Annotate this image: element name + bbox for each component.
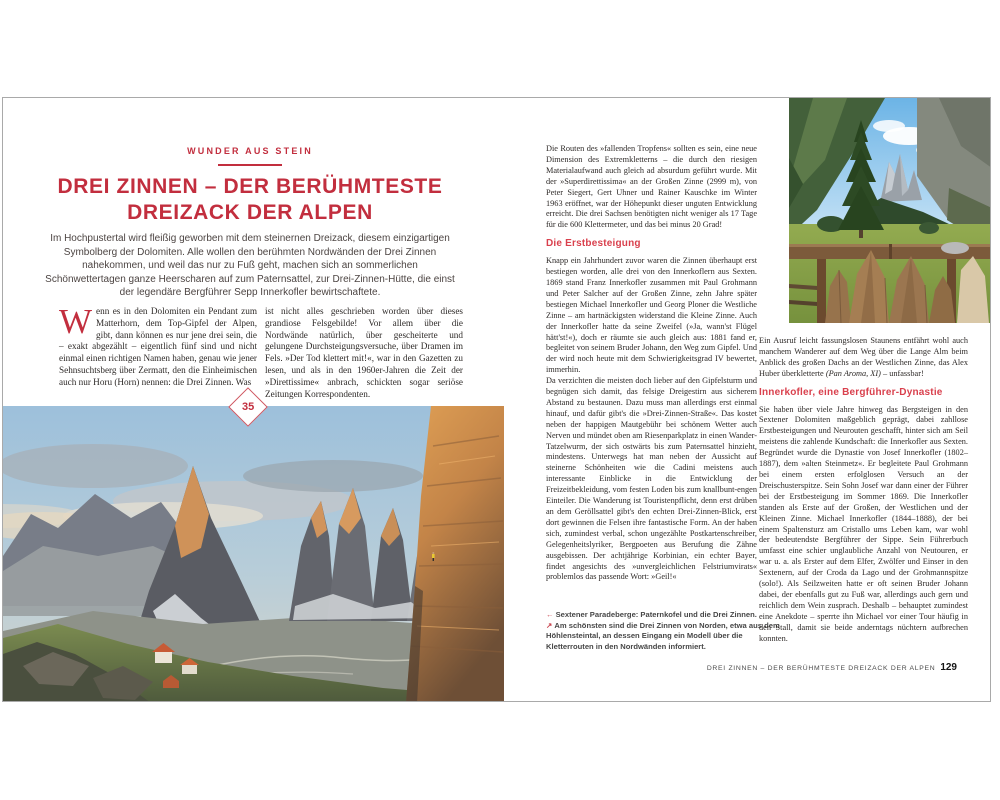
arrow-left-icon: ← — [546, 610, 554, 619]
running-footer — [707, 662, 957, 673]
subhead-innerkofler: Innerkofler, eine Bergführer-Dynastie — [759, 386, 943, 398]
paragraph-pan-aroma-a: Ein Ausruf leicht fassungslosen Staunens entfährt wohl auch manchem Wanderer auf dem Weg über die Lange Alm beim Anblick des großen Dachs an der Westlichen Zinne, das Alex Huber überkletterte — [759, 336, 968, 378]
paragraph-pan-aroma-b: – unfassbar! — [880, 368, 924, 378]
page-number-35: 35 — [241, 401, 255, 413]
footer-page-number: 129 — [940, 662, 957, 673]
body-columns — [59, 302, 463, 400]
body-column-1-text: enn es in den Dolomiten ein Pendant zum Matterhorn, dem Top-Gipfel der Alpen, gibt, dann können es nur jene drei sein, die – exakt abgezählt – eigentlich fünf sind und nicht einmal einen richtigen Namen haben, genau wie jener Sehnsuchtsberg über Zermatt, den die Einheimischen auch nur Horu (Horn) nennen: die Drei Zinnen. Was — [59, 306, 257, 387]
kicker-underline — [218, 164, 282, 166]
photo-captions — [546, 610, 790, 652]
body-column-1 — [59, 302, 257, 400]
pan-aroma-route-name: (Pan Aroma, XI) — [825, 368, 881, 378]
right-page-column-2 — [759, 336, 968, 644]
sunset-panorama-illustration — [3, 406, 504, 702]
book-spread — [2, 97, 991, 702]
caption-left-photo — [546, 610, 790, 621]
page-title-line1: DREI ZINNEN – DER BERÜHMTESTE — [57, 175, 443, 198]
paragraph-erstbesteigung: Knapp ein Jahrhundert zuvor waren die Zinnen überhaupt erst bestiegen worden, alle drei von den Innerkoflern aus Sexten. 1869 stand Franz Innerkofler zusammen mit Paul Grohmann und Peter Salcher auf der Großen Zinne, zehn Jahre später bestiegen Michael Innerkofler und Georg Ploner die Westliche Zinne – am hartnäckigsten widerstand die Kleine Zinne. Auch der Innerkofler hatte da seine Zweifel (»Ja, wann'st Flügel hätt'st!«), doch er räumte sie auch gleich aus: 1881 fand er, begleitet von seinem Bruder Johann, den Weg zum Gipfel. Und der wird noch heute mit dem Schwierigkeitsgrad IV bewertet, immerhin. — [546, 256, 757, 375]
subhead-erstbesteigung: Die Erstbesteigung — [546, 238, 641, 250]
paragraph-innerkofler: Sie haben über viele Jahre hinweg das Bergsteigen in den Sextener Dolomiten maßgeblich geprägt, dabei zahllose Erstbesteigungen und Neurouten geschafft, hinter sich am Seil meistens die zahlende Kundschaft: die Innerkofler aus Sexten. Begründet wurde die Dynastie von Josef Innerkofler (1802–1887), dem »alten Steinmetz«. Er begleitete Paul Grohmann bei einem ersten erfolglosen Versuch an der Dreischusterspitze. Sein Sohn Josef war dann einer der Führer bei der Erstbesteigung im Sommer 1869. Die Innerkofler standen als Erste auf der Großen, der Westlichen und der Kleinen Zinne. Michael Innerkofler (1844–1888), der bei einem Spaltensturz am Cristallo ums Leben kam, war wohl der bedeutendste Bergführer der Sippe. Sein Führerbuch umfasst eine schier unglaubliche Anzahl von Neutouren, er war u. a. als Erster auf dem Elfer, Zwölfer und Einser in den Sextenern, auf der Croda da Lago und der Grohmannspitze (solo!). Als Seilzweiten hatte er oft seinen Bruder Johann dabei, der ebenfalls gut zu Fuß war, allerdings auch gern und reichlich dem Wein zusprach. Deshalb – behauptet zumindest eine Anekdote – sperrte ihn Michael vor einer Tour häufig in den Stall, damit sie beide anderntags nüchtern aufbrechen konnten. — [759, 404, 968, 643]
caption-right-photo-text: Am schönsten sind die Drei Zinnen von Norden, etwa aus dem Höhlensteintal, an dessen Eingang ein Modell über die Kletterrouten in den Nordwänden informiert. — [546, 620, 780, 651]
drei-zinnen-sunset-photo — [3, 406, 504, 702]
page-title — [3, 174, 497, 226]
caption-left-photo-text: Sextener Paradeberge: Paternkofel und die Drei Zinnen. — [555, 610, 757, 619]
paragraph-pan-aroma — [759, 336, 968, 380]
dropcap: W — [59, 302, 93, 341]
right-page-column-1 — [546, 144, 757, 583]
valley-wooden-model-illustration — [789, 98, 991, 323]
arrow-up-right-icon: ↗ — [546, 620, 553, 630]
lead-paragraph: Im Hochpustertal wird fleißig geworben mit dem steinernen Dreizack, diesem einzigartigen Symbolberg der Dolomiten. Alle wollen den berühmten Nordwänden der Drei Zinnen nahekommen, und weil das nur zu Fuß geht, machen sich an sommerlichen Schönwettertagen ganze Heerscharen auf zum Paternsattel, zur Drei-Zinnen-Hütte, die einst der legendäre Bergführer Sepp Innerkofler bewirtschaftete. — [45, 233, 455, 298]
page-title-line2: DREIZACK DER ALPEN — [127, 201, 373, 224]
paragraph-strasse: Da verzichten die meisten doch lieber auf den Gipfelsturm und begnügen sich damit, das felsige Dreigestirn aus sicherem Abstand zu bestaunen. Dazu muss man allerdings erst einmal hinauf, und dafür gibt's die »Drei-Zinnen-Straße«. Das kostet neben der happigen Mautgebühr bei schönem Wetter auch Nerven und mündet oben am Riesenparkplatz in einen Wander-Tatzelwurm, der sich ostwärts bis zum Paternsattel hinzieht, mindestens. Unterwegs hat man neben der Aussicht auf steinerne Schönheiten wie die Cadini meistens auch interessante Einblicke in die Entwicklung der Freizeitbekleidung, vom festen Loden bis zum knallbunt-engen Einteiler. Die Wanderung ist Touristenpflicht, denn erst drüben an dem Geröllsattel gibt's den echten Drei-Zinnen-Blick, erst dort gewinnen die Felsen ihre fantastische Form. An der haben sich, zumindest verbal, schon ungezählte Postkartenschreiber, Gelegenheitslyriker, Bergpoeten aus Berufung die Zähne ausgebissen. Der achtjährige Korbinian, ein echter Bayer, findet angesichts des »unvergleichlichen Felstriumvirats« problemlos das passende Wort: »Geil!« — [546, 376, 757, 582]
kicker: WUNDER AUS STEIN — [187, 146, 313, 156]
footer-chapter-title: DREI ZINNEN – DER BERÜHMTESTE DREIZACK DER ALPEN — [706, 665, 936, 672]
hoehlensteintal-model-photo — [789, 98, 991, 323]
paragraph-routes: Die Routen des »fallenden Tropfens« sollten es sein, eine neue Dimension des Extremkletterns – die durch den riesigen Materialaufwand auch gleich ad absurdum geführt wurde. Mit der »Superdirettissima« an der Großen Zinne (2999 m), von Peter Siegert, Gert Uhner und Rainer Kauschke im Winter 1963 eröffnet, war der Höhepunkt dieser unguten Entwicklung erreicht. Die drei Sachsen benötigten nicht weniger als 17 Tage für die 600 Klettermeter, und das bei minus 20 Grad! — [546, 144, 757, 230]
body-column-2: ist nicht alles geschrieben worden über dieses grandiose Felsgebilde! Vor allem über die Nordwände natürlich, über gescheiterte und gelungene Durchsteigungsversuche, über Dramen im Fels. »Der Tod klettert mit!«, war in den Gazetten zu lesen, und als in den 1960er-Jahren die Zeit der »Direttissime« anbrach, schickten sogar seriöse Zeitungen Korrespondenten. — [265, 306, 463, 399]
caption-right-photo — [546, 621, 790, 653]
